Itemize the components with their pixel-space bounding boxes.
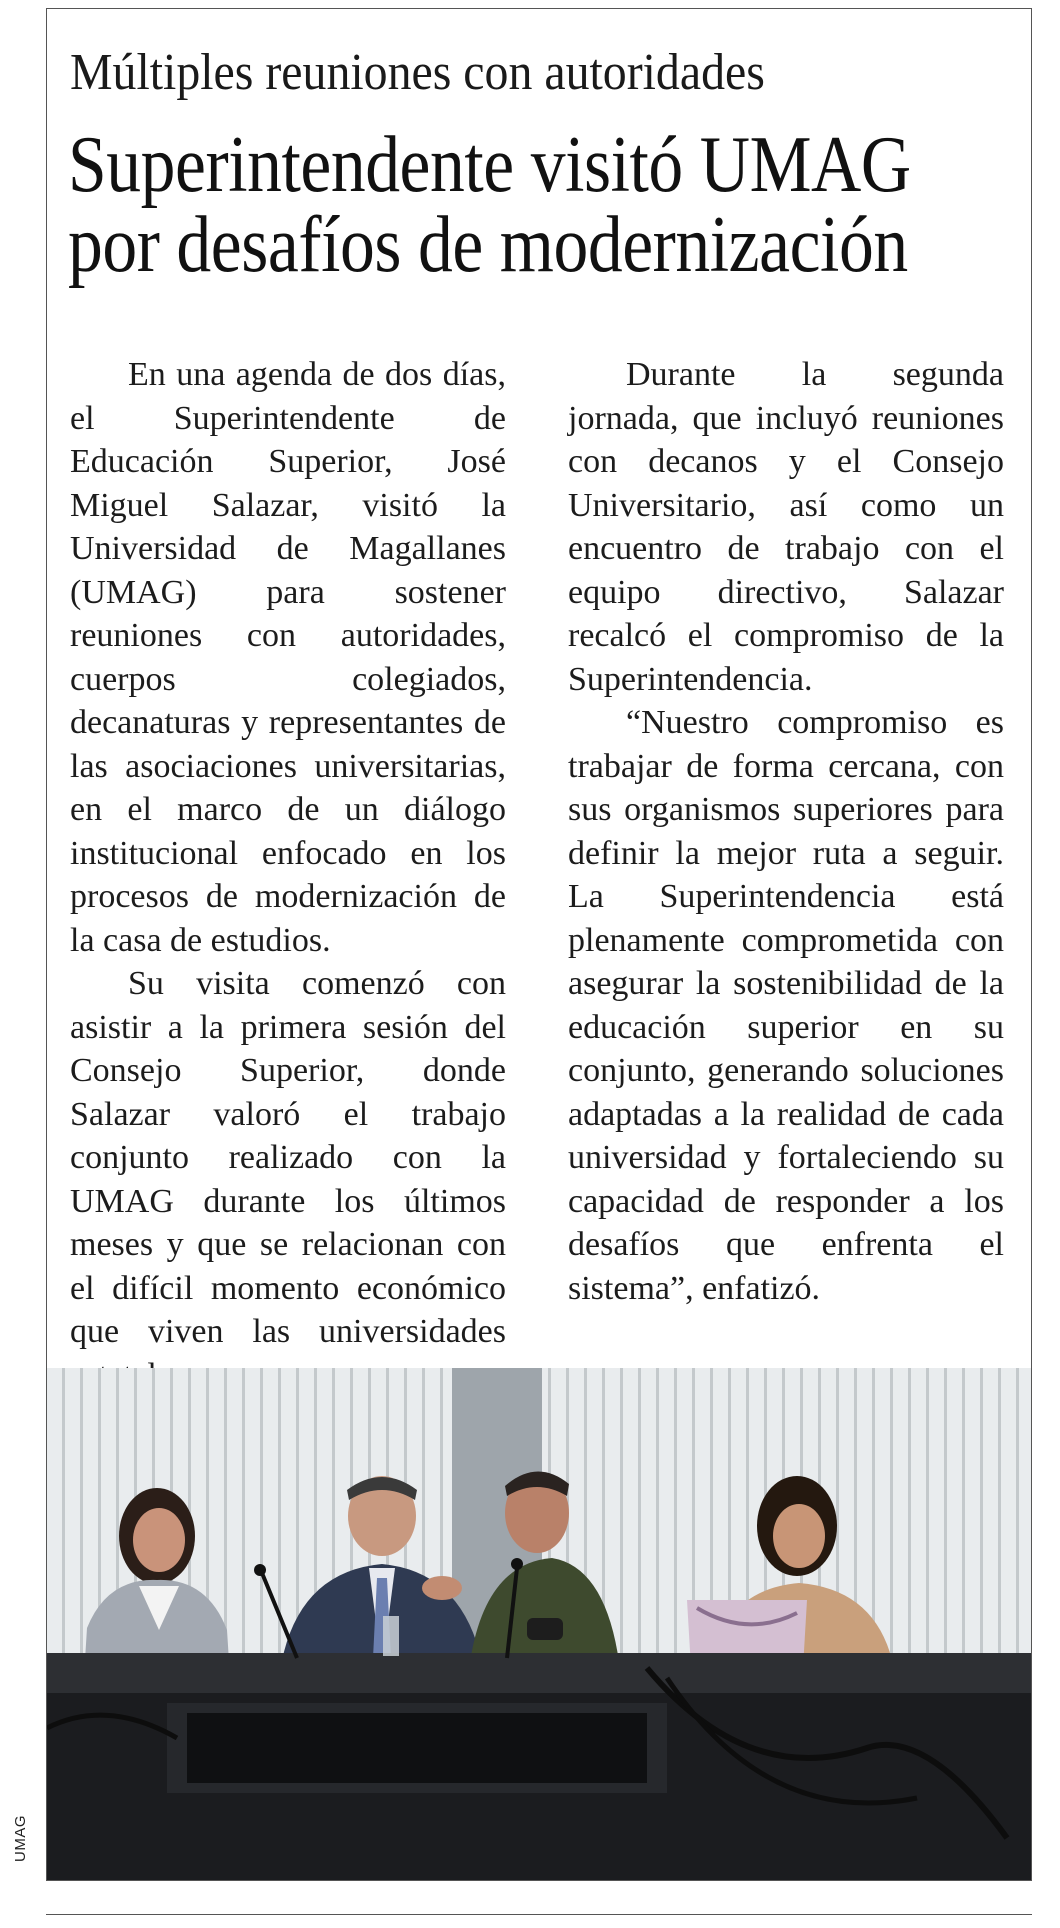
photo-credit: UMAG	[12, 1815, 29, 1862]
article-kicker: Múltiples reuniones con autoridades	[70, 44, 765, 101]
meeting-photo	[47, 1368, 1031, 1880]
article-headline: Superintendente visitó UMAG por desafíos de modernización	[68, 121, 911, 289]
paragraph: “Nuestro compromiso es trabajar de forma cercana, con sus organismos superiores para definir la mejor ruta a seguir. La Superintendencia está plenamente comprometida con asegurar la sostenibilidad de la educación superior en su conjunto, generando soluciones adaptadas a la realidad de cada universidad y fortaleciendo su capacidad de responder a los desafíos que enfrenta el sistema”, enfatizó.	[568, 704, 1004, 1307]
paragraph: Durante la segunda jornada, que incluyó reuniones con decanos y el Consejo Universitario, así como un encuentro de trabajo con el equipo directivo, Salazar recalcó el compromiso de la Superintendencia.	[568, 356, 1004, 698]
article-column-right	[568, 353, 1004, 1310]
article-column-left	[70, 353, 506, 1397]
paragraph: En una agenda de dos días, el Superintendente de Educación Superior, José Miguel Salazar, visitó la Universidad de Magallanes (UMAG) para sostener reuniones con autoridades, cuerpos colegiados, decanaturas y representantes de las asociaciones universitarias, en el marco de un diálogo institucional enfocado en los procesos de modernización de la casa de estudios.	[70, 356, 506, 959]
paragraph: Su visita comenzó con asistir a la primera sesión del Consejo Superior, donde Salazar valoró el trabajo conjunto realizado con la UMAG durante los últimos meses y que se relacionan con el difícil momento económico que viven las universidades	[70, 965, 506, 1350]
bottom-divider	[46, 1914, 1032, 1915]
